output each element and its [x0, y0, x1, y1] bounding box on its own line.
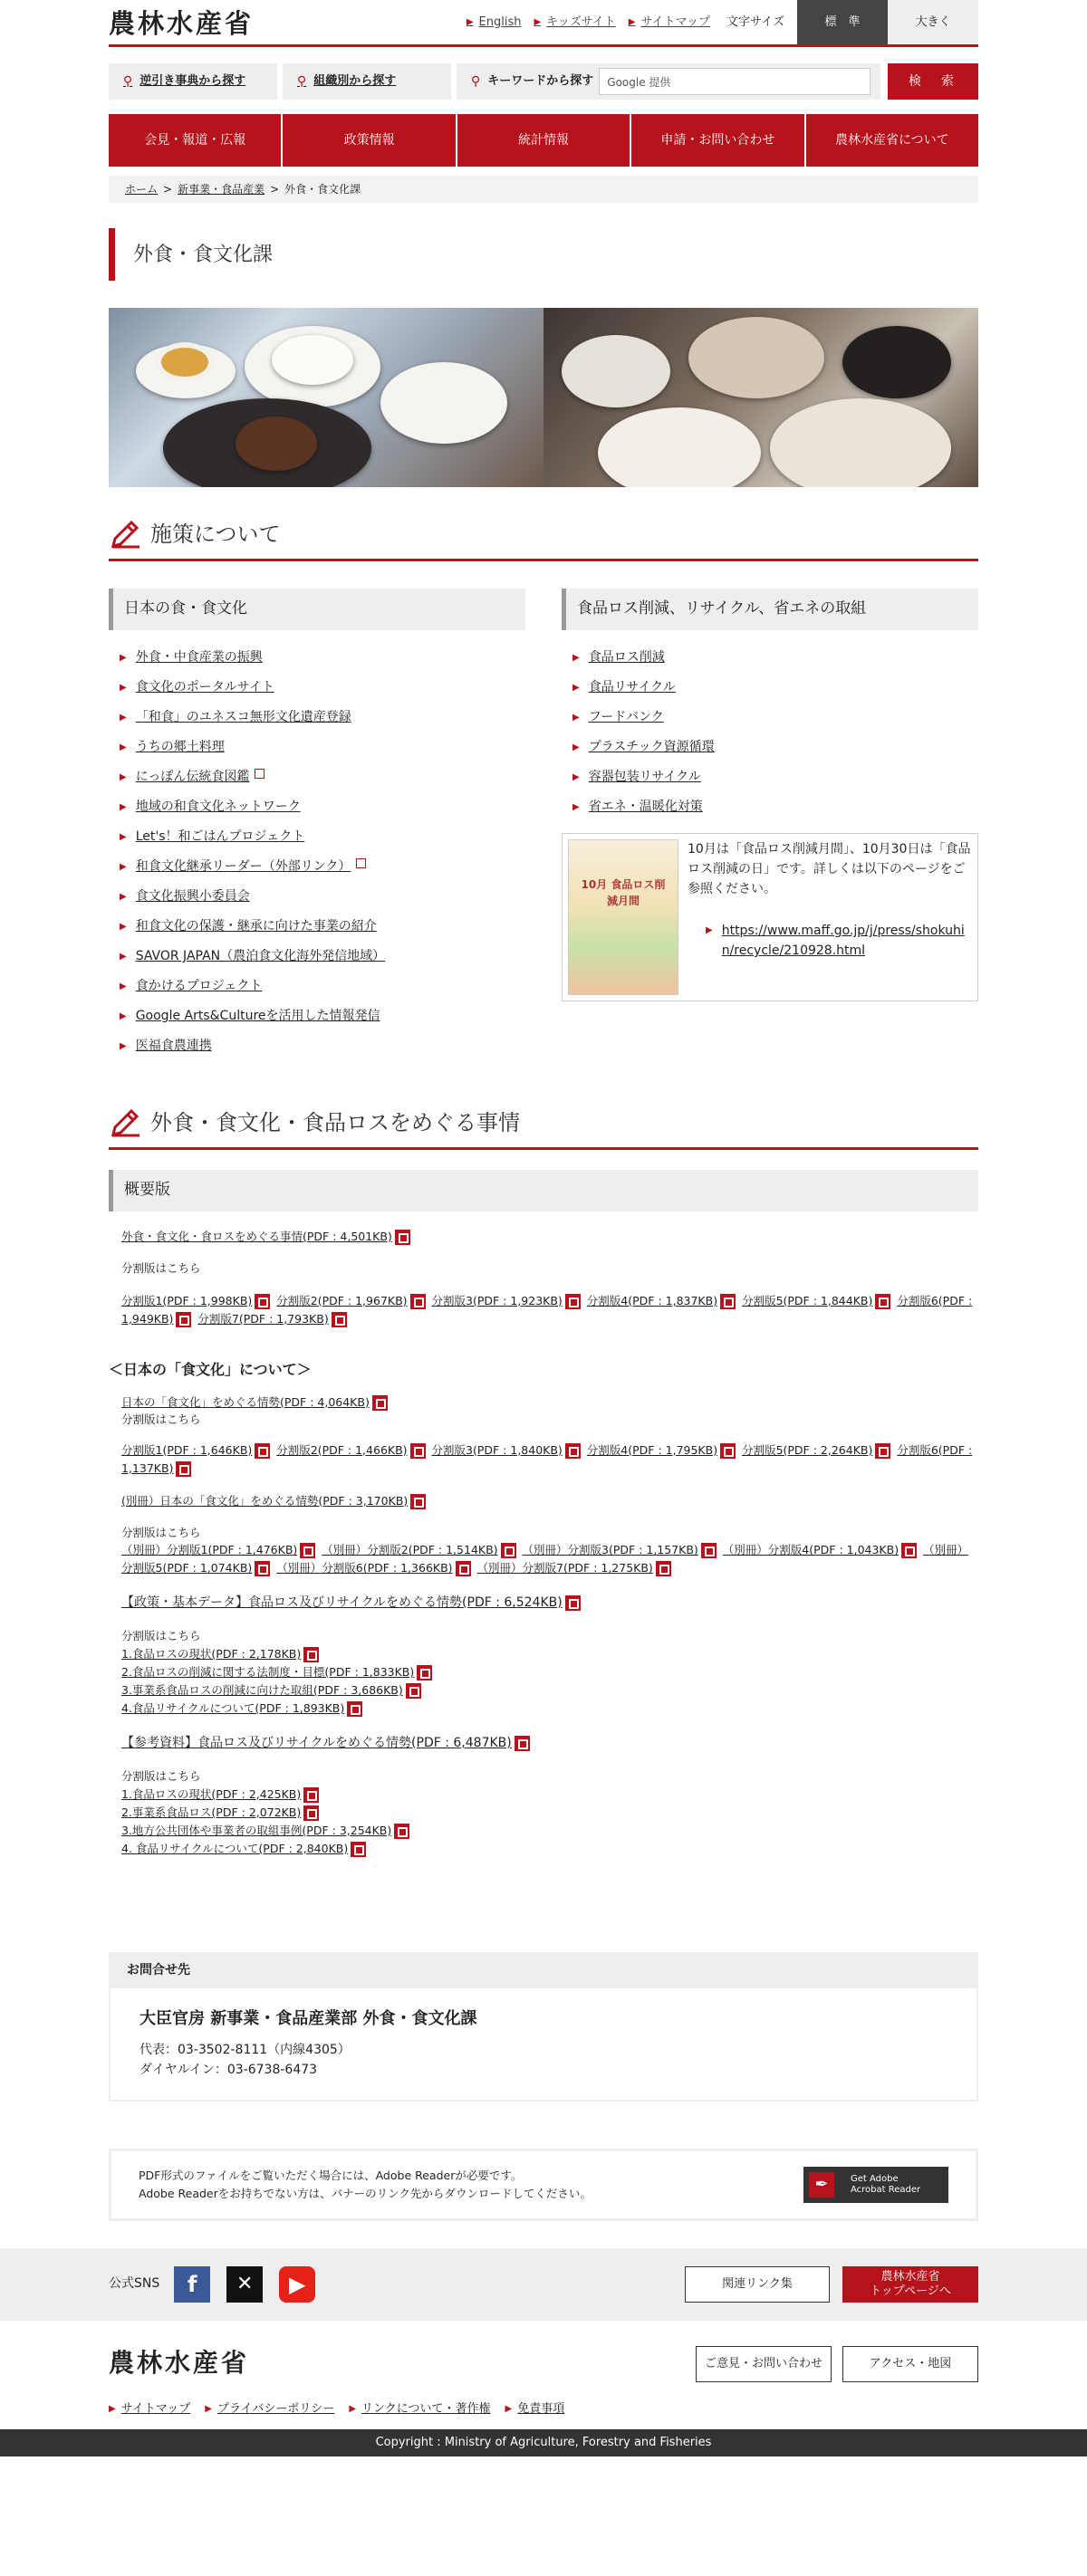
list-item: ▶ 食文化のポータルサイト — [120, 678, 525, 708]
pdf-icon — [656, 1561, 671, 1576]
list-item: ▶ 食かけるプロジェクト — [120, 977, 525, 1007]
sns-label: 公式SNS — [109, 2276, 160, 2292]
pdf-icon — [303, 1647, 319, 1662]
youtube-icon[interactable]: ▶ — [279, 2266, 315, 2303]
contact-box — [109, 1952, 978, 2102]
gnav-policy[interactable]: 政策情報 — [283, 114, 457, 167]
culture-pdf-link[interactable]: 日本の「食文化」をめぐる情勢(PDF : 4,064KB) — [121, 1394, 370, 1409]
culture-download — [109, 1393, 978, 1412]
list-item: ▶ Google Arts&Cultureを活用した情報発信 — [120, 1007, 525, 1037]
list-item: ▶ 和食文化の保護・継承に向けた事業の紹介 — [120, 917, 525, 947]
gnav-press[interactable]: 会見・報道・広報 — [109, 114, 283, 167]
site-header — [109, 0, 978, 47]
food-culture-title: 日本の食・食文化 — [109, 589, 525, 630]
arrow-icon: ▶ — [349, 2404, 357, 2414]
notice-text: 10月は「食品ロス削減月間」、10月30日は「食品ロス削減の日」です。詳しくは以下のページをご参照ください。 — [688, 842, 971, 896]
policy-data-pdf-link[interactable]: 【政策・基本データ】食品ロス及びリサイクルをめぐる情勢(PDF : 6,524KB) — [121, 1595, 563, 1611]
policy-data-download — [109, 1594, 978, 1612]
acrobat-icon: ✒ — [809, 2172, 834, 2198]
footer-access-button[interactable]: アクセス・地図 — [842, 2346, 978, 2382]
search-icon: ⚲ — [297, 73, 307, 89]
footer-disclaimer-link[interactable]: 免責事項 — [517, 2401, 565, 2416]
split-note: 分割版はこちら — [121, 1525, 201, 1539]
pdf-icon — [410, 1294, 426, 1309]
sitemap-link[interactable]: ▶ サイトマップ — [628, 14, 711, 29]
arrow-icon: ▶ — [120, 742, 127, 752]
food-loss-list — [562, 648, 978, 828]
gnav-application[interactable]: 申請・お問い合わせ — [631, 114, 805, 167]
pdf-icon — [515, 1736, 530, 1751]
search-submit-button[interactable]: 検 索 — [888, 63, 978, 100]
pdf-icon — [410, 1443, 426, 1459]
arrow-icon: ▶ — [120, 862, 127, 872]
list-item: ▶ 医福食農連携 — [120, 1037, 525, 1067]
pdf-icon — [303, 1805, 319, 1821]
overview-splits: 分割版1(PDF : 1,998KB) 分割版2(PDF : 1,967KB) 分割版3(PDF : 1,923KB) 分割版4(PDF : 1,837KB) 分割版5(PDF : 1,844KB) 分割版6(PDF : 1,949KB) 分割版7(PDF : 1,793KB) — [121, 1293, 973, 1326]
arrow-icon: ▶ — [628, 17, 636, 27]
copyright: Copyright : Ministry of Agriculture, Forestry and Fisheries — [0, 2429, 1087, 2456]
pdf-icon — [417, 1665, 432, 1681]
list-item: ▶ 食文化振興小委員会 — [120, 887, 525, 917]
breadcrumb-parent[interactable]: 新事業・食品産業 — [178, 183, 265, 196]
pdf-icon — [372, 1395, 388, 1411]
search-input[interactable]: Google 提供 — [599, 68, 871, 95]
get-adobe-reader-banner[interactable]: ✒ Get Adobe Acrobat Reader — [803, 2167, 948, 2203]
arrow-icon: ▶ — [466, 17, 474, 27]
policy-data-splits: 1.食品ロスの現状(PDF : 2,178KB) 2.食品ロスの削減に関する法制度・目標(PDF : 1,833KB) 3.事業系食品ロスの削減に向けた取組(PDF : 3,686KB) 4.食品リサイクルについて(PDF : 1,893KB) — [109, 1645, 978, 1718]
arrow-icon: ▶ — [120, 922, 127, 932]
list-item: ▶ 省エネ・温暖化対策 — [572, 798, 978, 828]
overview-pdf-link[interactable]: 外食・食文化・食ロスをめぐる事情(PDF : 4,501KB) — [121, 1230, 392, 1243]
list-item: ▶ 地域の和食文化ネットワーク — [120, 798, 525, 828]
reverse-lookup-button[interactable]: ⚲ 逆引き事典から探す — [109, 63, 277, 100]
list-item: ▶ 「和食」のユネスコ無形文化遺産登録 — [120, 708, 525, 738]
arrow-icon: ▶ — [120, 683, 127, 693]
pdf-icon — [501, 1543, 516, 1558]
pdf-icon — [875, 1294, 890, 1309]
facebook-icon[interactable]: f — [174, 2266, 210, 2303]
pdf-icon — [406, 1683, 421, 1699]
arrow-icon: ▶ — [572, 713, 580, 723]
pdf-icon — [565, 1595, 581, 1611]
japanese-food-photo — [544, 308, 978, 487]
arrow-icon: ▶ — [205, 2404, 212, 2414]
pdf-icon — [176, 1461, 191, 1477]
font-size-label: 文字サイズ — [726, 14, 784, 29]
policy-columns — [109, 589, 978, 1067]
font-size-standard-button[interactable]: 標 準 — [797, 0, 888, 44]
pdf-icon — [303, 1787, 319, 1803]
related-links-button[interactable]: 関連リンク集 — [685, 2266, 830, 2303]
pencil-icon — [109, 518, 141, 551]
by-organization-button[interactable]: ⚲ 組織別から探す — [283, 63, 451, 100]
pdf-icon — [456, 1561, 471, 1576]
breadcrumb-home[interactable]: ホーム — [125, 183, 159, 196]
search-row — [109, 63, 978, 100]
footer-logo[interactable]: 農林水産省 — [109, 2347, 250, 2378]
footer-privacy-link[interactable]: プライバシーポリシー — [216, 2401, 335, 2416]
pdf-icon — [332, 1312, 347, 1327]
split-note: 分割版はこちら — [121, 1261, 201, 1275]
annex-splits: （別冊）分割版1(PDF : 1,476KB) （別冊）分割版2(PDF : 1,514KB) （別冊）分割版3(PDF : 1,157KB) （別冊）分割版4(PDF : 1,043KB) （別冊）分割版5(PDF : 1,074KB) （別冊）分割版6(PDF : 1,366KB) （別冊）分割版7(PDF : 1,275KB) — [121, 1543, 969, 1575]
arrow-icon: ▶ — [120, 1041, 127, 1051]
pdf-icon — [565, 1294, 581, 1309]
list-item: ▶ SAVOR JAPAN（農泊食文化海外発信地域） — [120, 947, 525, 977]
reference-pdf-link[interactable]: 【参考資料】食品ロス及びリサイクルをめぐる情勢(PDF : 6,487KB) — [121, 1736, 512, 1750]
overview-download — [109, 1228, 978, 1246]
arrow-icon: ▶ — [120, 802, 127, 812]
keyword-label: キーワードから探す — [487, 74, 594, 89]
arrow-icon: ▶ — [534, 17, 542, 27]
pencil-icon — [109, 1106, 141, 1139]
food-loss-title: 食品ロス削減、リサイクル、省エネの取組 — [562, 589, 978, 630]
arrow-icon: ▶ — [505, 2404, 513, 2414]
arrow-icon: ▶ — [120, 713, 127, 723]
policy-heading: 施策について — [109, 514, 978, 561]
pdf-icon — [720, 1443, 736, 1459]
pdf-icon — [347, 1701, 362, 1717]
overview-title: 概要版 — [109, 1170, 978, 1211]
site-footer — [109, 2321, 978, 2429]
contact-tel: 代表：03-3502-8111（内線4305） — [139, 2042, 351, 2057]
arrow-icon: ▶ — [120, 892, 127, 902]
reference-splits: 1.食品ロスの現状(PDF : 2,425KB) 2.事業系食品ロス(PDF : 2,072KB) 3.地方公共団体や事業者の取組事例(PDF : 3,254KB) 4. 食品リサイクルについて(PDF : 2,840KB) — [109, 1786, 978, 1858]
arrow-icon: ▶ — [572, 742, 580, 752]
footer-contact-button[interactable]: ご意見・お問い合わせ — [696, 2346, 832, 2382]
keyword-search — [457, 63, 880, 100]
list-item: ▶ Let's！和ごはんプロジェクト — [120, 828, 525, 857]
arrow-icon: ▶ — [572, 772, 580, 782]
arrow-icon: ▶ — [572, 802, 580, 812]
search-icon: ⚲ — [471, 73, 481, 89]
sns-band — [0, 2248, 1087, 2321]
breadcrumb-current: 外食・食文化課 — [284, 183, 361, 196]
list-item: ▶ 食品リサイクル — [572, 678, 978, 708]
press-release-link[interactable]: https://www.maff.go.jp/j/press/shokuhin/recycle/210928.html — [721, 924, 965, 958]
page-title: 外食・食文化課 — [109, 228, 978, 281]
list-item: ▶ フードバンク — [572, 708, 978, 738]
food-culture-column — [109, 589, 525, 1067]
list-item: ▶ 容器包装リサイクル — [572, 768, 978, 798]
external-link-icon — [356, 858, 366, 868]
gnav-about[interactable]: 農林水産省について — [806, 114, 978, 167]
list-item: ▶ にっぽん伝統食図鑑 — [120, 768, 525, 798]
annex-download — [109, 1492, 978, 1510]
global-nav — [109, 114, 978, 167]
reference-download — [109, 1734, 978, 1752]
contact-org: 大臣官房 新事業・食品産業部 外食・食文化課 — [139, 2008, 477, 2028]
situation-heading: 外食・食文化・食品ロスをめぐる事情 — [109, 1103, 978, 1150]
external-link-icon — [255, 769, 265, 779]
food-culture-list — [109, 648, 525, 1067]
pdf-icon — [300, 1543, 315, 1558]
pdf-icon — [701, 1543, 717, 1558]
gnav-statistics[interactable]: 統計情報 — [457, 114, 631, 167]
food-loss-poster[interactable]: 10月 食品ロス削減月間 — [568, 839, 678, 995]
pdf-icon — [875, 1443, 890, 1459]
arrow-icon: ▶ — [120, 832, 127, 842]
pdf-icon — [565, 1443, 581, 1459]
breadcrumb: ホーム > 新事業・食品産業 > 外食・食文化課 — [109, 176, 978, 203]
split-note: 分割版はこちら — [121, 1412, 201, 1426]
list-item: ▶ 和食文化継承リーダー（外部リンク） — [120, 857, 525, 887]
western-food-photo — [109, 308, 544, 487]
hero-image — [109, 308, 978, 487]
footer-copyright-link[interactable]: リンクについて・著作権 — [361, 2401, 491, 2416]
list-item: ▶ 外食・中食産業の振興 — [120, 648, 525, 678]
arrow-icon: ▶ — [109, 2404, 116, 2414]
pdf-icon — [255, 1561, 270, 1576]
culture-heading: ＜日本の「食文化」について＞ — [109, 1360, 312, 1378]
arrow-icon: ▶ — [120, 1011, 127, 1021]
food-loss-column — [562, 589, 978, 1067]
pdf-icon — [395, 1230, 410, 1245]
contact-title: お問合せ先 — [111, 1954, 976, 1988]
footer-links — [109, 2400, 579, 2418]
pdf-icon — [176, 1312, 191, 1327]
list-item: ▶ プラスチック資源循環 — [572, 738, 978, 768]
arrow-icon: ▶ — [120, 982, 127, 991]
pdf-icon — [394, 1824, 409, 1839]
arrow-icon: ▶ — [120, 772, 127, 782]
footer-sitemap-link[interactable]: サイトマップ — [120, 2401, 191, 2416]
arrow-icon: ▶ — [572, 683, 580, 693]
kids-site-link[interactable]: ▶ キッズサイト — [534, 14, 616, 29]
split-note: 分割版はこちら — [121, 1629, 201, 1643]
pdf-icon — [720, 1294, 736, 1309]
utility-nav — [467, 0, 978, 44]
arrow-icon: ▶ — [120, 952, 127, 962]
arrow-icon: ▶ — [120, 653, 127, 663]
pdf-icon — [255, 1294, 270, 1309]
search-icon: ⚲ — [123, 73, 133, 89]
pdf-icon — [351, 1842, 366, 1857]
pdf-icon — [901, 1543, 917, 1558]
top-page-button[interactable]: 農林水産省 トップページへ — [842, 2266, 978, 2303]
pdf-icon — [410, 1494, 426, 1509]
english-link[interactable]: ▶ English — [466, 14, 522, 29]
list-item: ▶ うちの郷土料理 — [120, 738, 525, 768]
x-twitter-icon[interactable]: ✕ — [226, 2266, 263, 2303]
arrow-icon: ▶ — [706, 925, 713, 935]
list-item: ▶ 食品ロス削減 — [572, 648, 978, 678]
culture-splits: 分割版1(PDF : 1,646KB) 分割版2(PDF : 1,466KB) 分割版3(PDF : 1,840KB) 分割版4(PDF : 1,795KB) 分割版5(PDF : 2,264KB) 分割版6(PDF : 1,137KB) — [121, 1442, 973, 1475]
food-loss-month-notice — [562, 833, 978, 1001]
pdf-icon — [255, 1443, 270, 1459]
contact-dial-in: ダイヤルイン：03-6738-6473 — [139, 2062, 318, 2077]
adobe-reader-notice: PDF形式のファイルをご覧いただく場合には、Adobe Readerが必要です。 Adobe Readerをお持ちでない方は、バナーのリンク先からダウンロードしてください。 ✒ Get Adobe Acrobat Reader — [109, 2149, 978, 2221]
site-logo[interactable]: 農林水産省 — [109, 8, 255, 39]
split-note: 分割版はこちら — [121, 1769, 201, 1783]
annex-pdf-link[interactable]: (別冊）日本の「食文化」をめぐる情勢(PDF : 3,170KB) — [121, 1493, 409, 1508]
arrow-icon: ▶ — [572, 653, 580, 663]
font-size-large-button[interactable]: 大きく — [888, 0, 978, 44]
